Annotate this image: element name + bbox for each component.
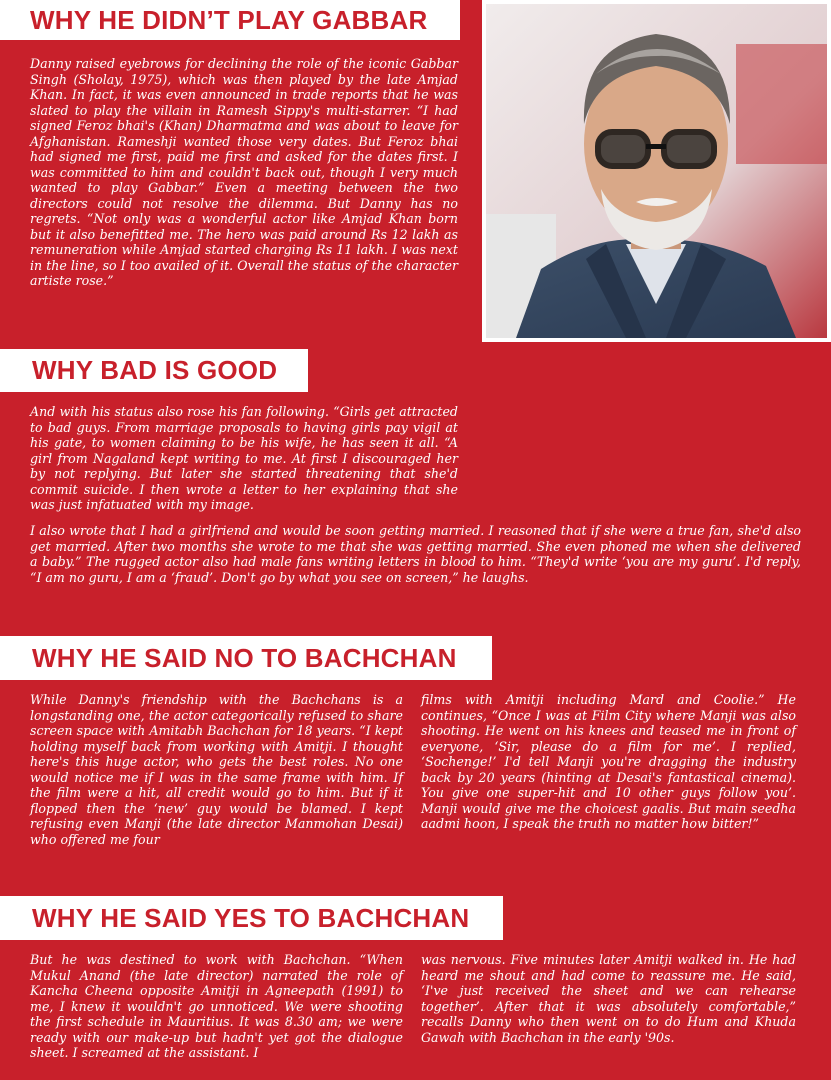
paragraph-yes-bachchan-col2: was nervous. Five minutes later Amitji walked in. He had heard me shout and had come to reassure me. He said, ‘I've just received the sheet and we can rehearse together’. After that it was absolutely comfortable,” recalls Danny who then went on to do Hum and Khuda Gawah with Bachchan in the early '90s. (421, 952, 796, 1045)
heading-why-he-didnt-play-gabbar: WHY HE DIDN’T PLAY GABBAR (0, 0, 460, 40)
portrait-illustration (486, 4, 827, 338)
portrait-photo (482, 0, 831, 342)
paragraph-bad-is-good-wide: I also wrote that I had a girlfriend and would be soon getting married. I reasoned that if she were a true fan, she'd also get married. After two months she wrote to me that she was getting married. She even phoned me when she delivered a baby.” The rugged actor also had male fans writing letters in blood to him. “They'd write ‘you are my guru’. I'd reply, “I am no guru, I am a ‘fraud’. Don't go by what you see on screen,” he laughs. (30, 523, 801, 585)
paragraph-bad-is-good-narrow: And with his status also rose his fan following. “Girls get attracted to bad guys. From marriage proposals to having girls pay vigil at his gate, to women claiming to be his wife, he has seen it all. “A girl from Nagaland kept writing to me. At first I discouraged her by not replying. But later she started threatening that she'd commit suicide. I then wrote a letter to her explaining that she was just infatuated with my image. (30, 404, 458, 512)
paragraph-no-bachchan-col2: films with Amitji including Mard and Coolie.” He continues, “Once I was at Film City where Manji was also shooting. He went on his knees and teased me in front of everyone, ‘Sir, please do a film for me’. I replied, ‘Sochenge!’ I'd tell Manji you're dragging the industry back by 20 years (hinting at Desai's fantastical cinema). You give one super-hit and 10 other guys follow you’. Manji would give me the choicest gaalis. But main seedha aadmi hoon, I speak the truth no matter how bitter!” (421, 692, 796, 831)
paragraph-no-bachchan-col1: While Danny's friendship with the Bachchans is a longstanding one, the actor categorically refused to share screen space with Amitabh Bachchan for 18 years. “I kept holding myself back from working with Amitji. I thought here's this huge actor, who gets the best roles. No one would notice me if I was in the same frame with him. If the film were a hit, all credit would go to him. But if it flopped then the ‘new’ guy would be blamed. I kept refusing even Manji (the late director Manmohan Desai) who offered me four (30, 692, 403, 847)
paragraph-gabbar: Danny raised eyebrows for declining the role of the iconic Gabbar Singh (Sholay, 1975), which was then played by the late Amjad Khan. In fact, it was even announced in trade reports that he was slated to play the villain in Ramesh Sippy's multi-starrer. “I had signed Feroz bhai's (Khan) Dharmatma and was about to leave for Afghanistan. Rameshji wanted those very dates. But Feroz bhai had signed me first, paid me first and asked for the dates first. I was committed to him and couldn't back out, though I very much wanted to play Gabbar.” Even a meeting between the two directors could not resolve the dilemma. But Danny has no regrets. “Not only was a wonderful actor like Amjad Khan born but it also benefitted me. The hero was paid around Rs 12 lakh as remuneration while Amjad started charging Rs 11 lakh. I was next in the line, so I too availed of it. Overall the status of the character artiste rose.” (30, 56, 458, 288)
heading-why-bad-is-good: WHY BAD IS GOOD (0, 349, 308, 392)
paragraph-yes-bachchan-col1: But he was destined to work with Bachchan. “When Mukul Anand (the late director) narrated the role of Kancha Cheena opposite Amitji in Agneepath (1991) to me, I knew it wouldn't go unnoticed. We were shooting the first schedule in Mauritius. It was 8.30 am; we were ready with our make-up but hadn't yet got the dialogue sheet. I screamed at the assistant. I (30, 952, 403, 1060)
heading-why-he-said-yes-to-bachchan: WHY HE SAID YES TO BACHCHAN (0, 896, 503, 940)
heading-why-he-said-no-to-bachchan: WHY HE SAID NO TO BACHCHAN (0, 636, 492, 680)
